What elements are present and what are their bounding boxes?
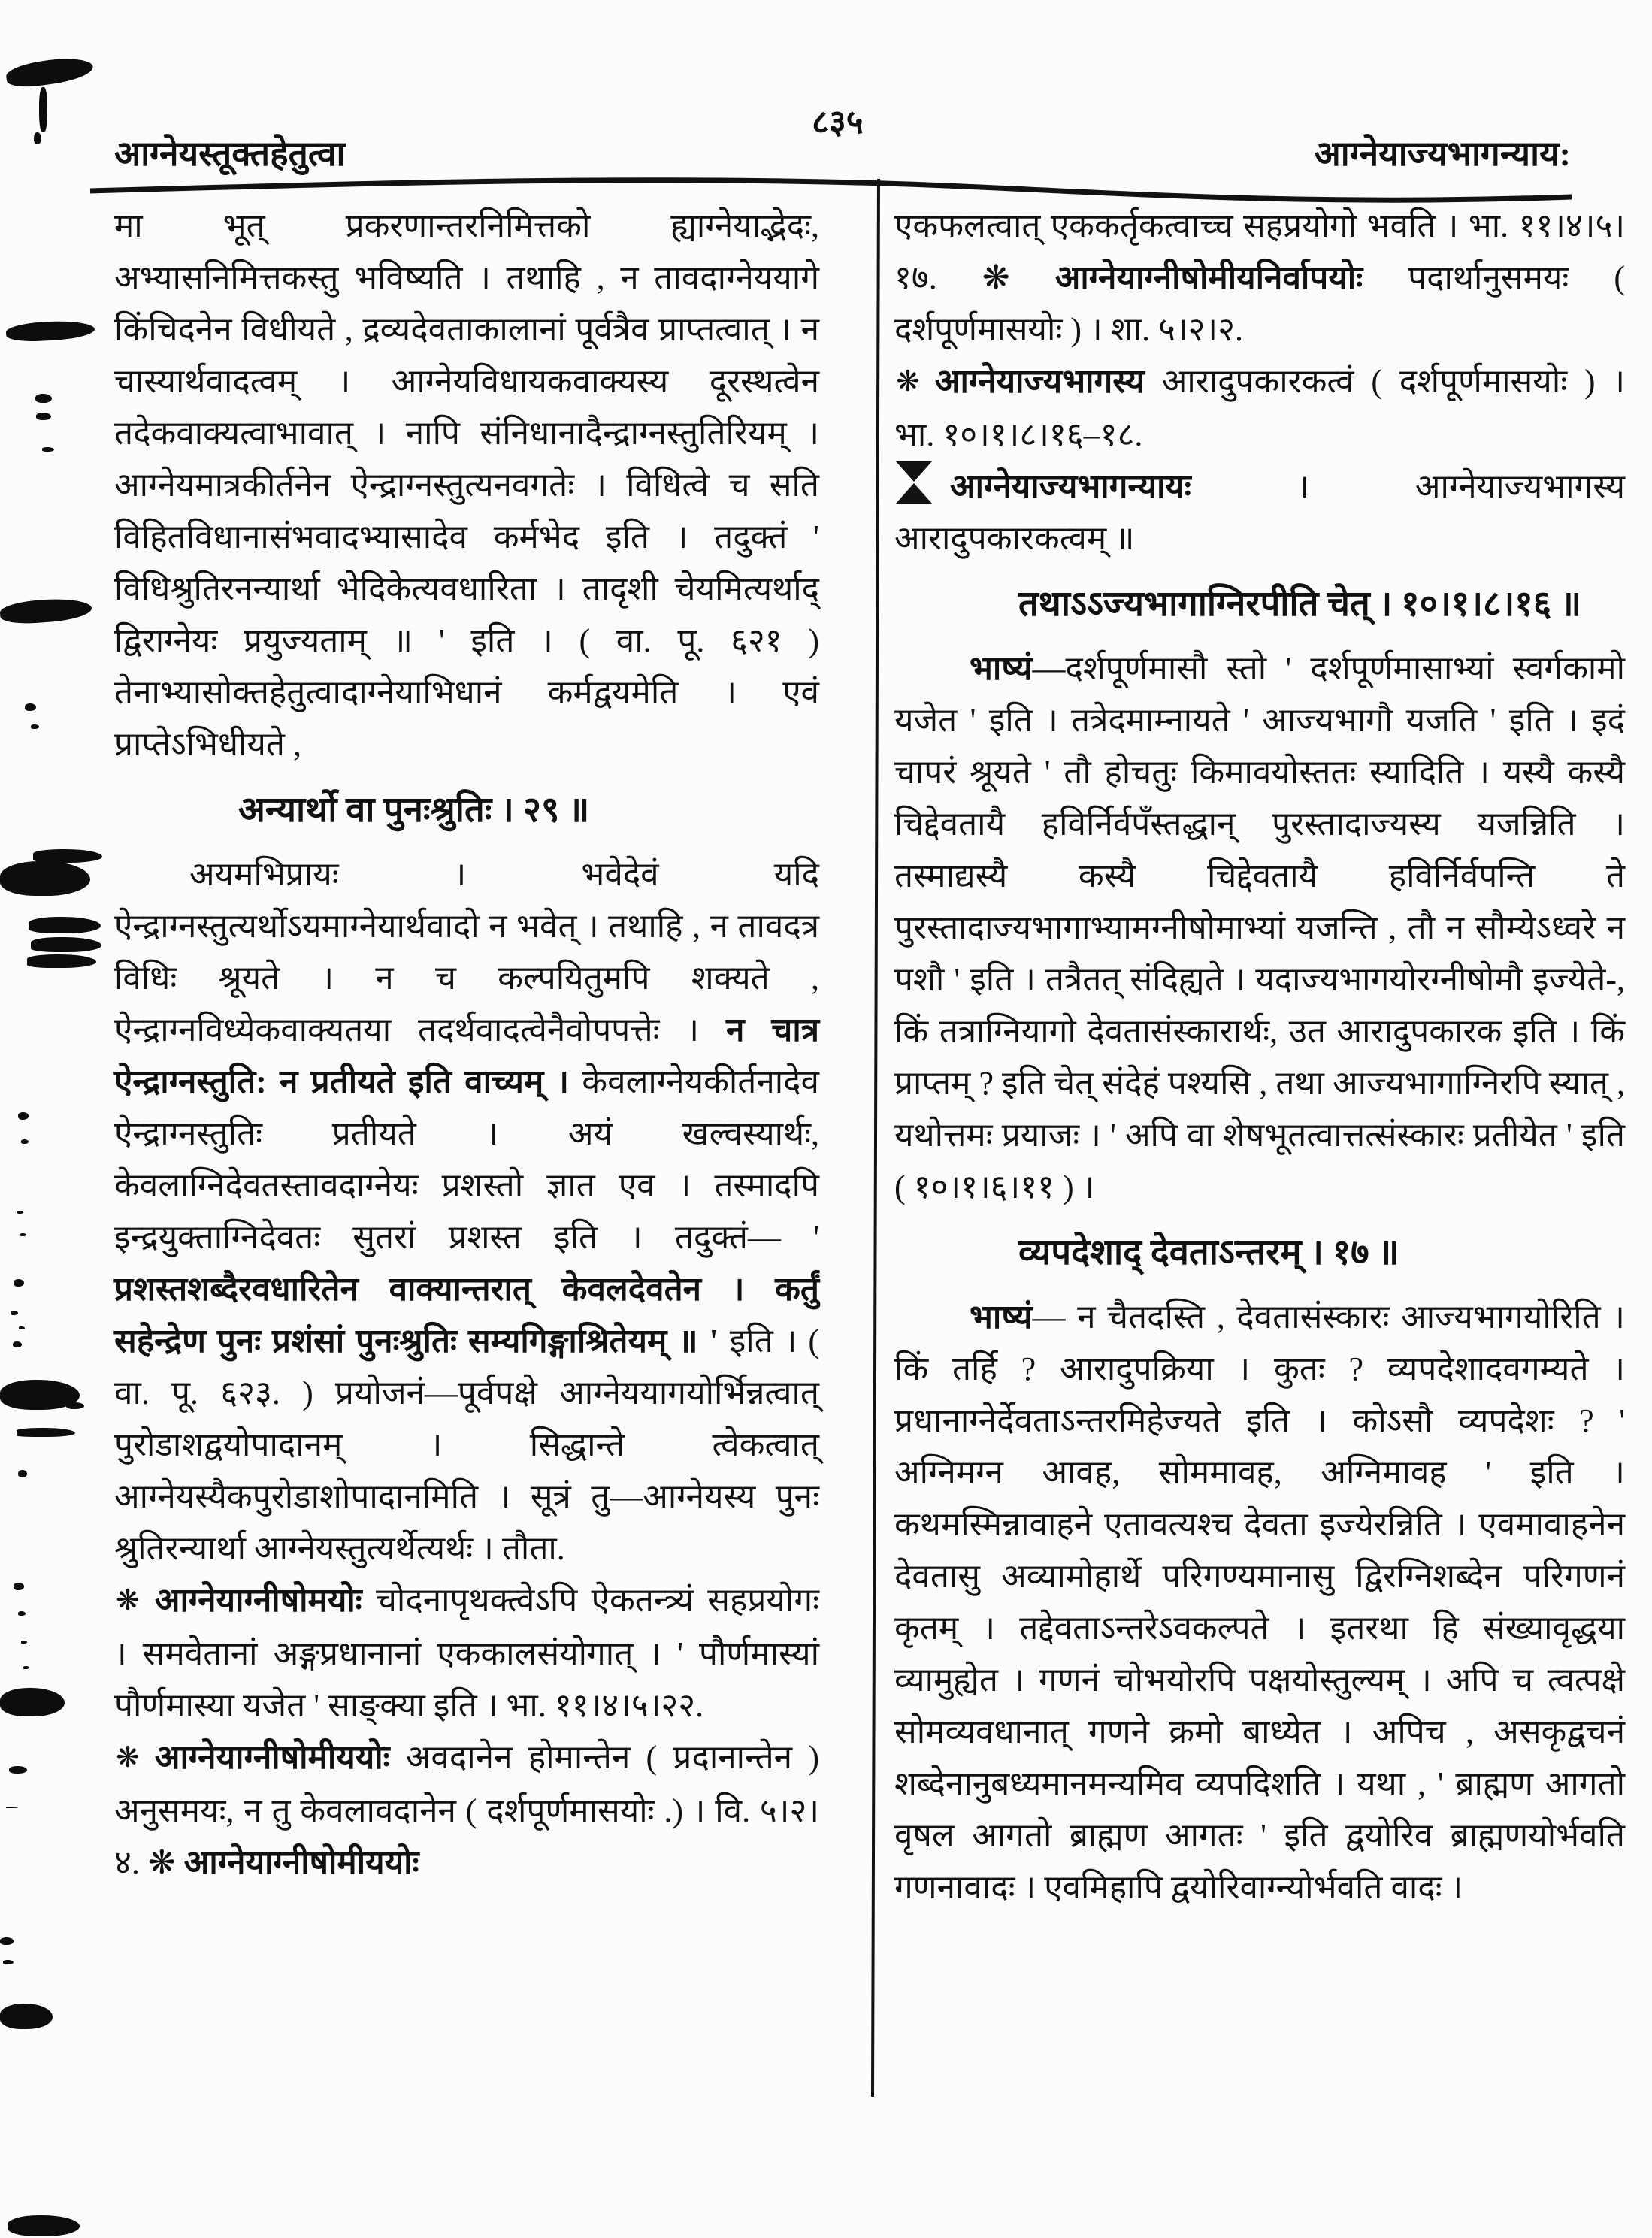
text-run: अयमभिप्रायः । भवेदेवं यदि ऐन्द्राग्नस्तुत्यर्थोऽयमाग्नेयार्थवादो न भवेत् । तथाहि , न तावदत्र विधिः श्रूयते । न च कल्पयितुमपि शक्यते , ऐन्द्राग्नविध्येकवाक्यतया तदर्थवादत्वेनैवोपपत्तेः । [114,856,819,1048]
ink-smudge [5,319,95,343]
entry-paragraph [894,355,1625,461]
bold-text-run: आग्नेयाज्यभागन्यायः [950,468,1191,505]
text-run: इति । ( वा. पू. ६२३. ) प्रयोजनं—पूर्वपक्षे आग्नेययागयोर्भिन्नत्वात् पुरोडाशद्वयोपादानम् । सिद्धान्ते त्वेकत्वात् आग्नेयस्यैकपुरोडाशोपादानमिति । सूत्रं तु—आग्नेयस्य पुनः श्रुतिरन्यार्था आग्नेयस्तुत्यर्थेत्यर्थः । तौता. [114,1323,819,1567]
entry-paragraph [114,1574,819,1731]
bold-text-run: अन्यार्थो वा पुनःश्रुतिः । २९ ॥ [238,791,590,830]
ink-smudge [0,1937,14,1945]
ink-smudge [25,703,36,711]
left-column [114,200,819,1889]
body-paragraph [894,200,1625,355]
ink-smudge [0,597,92,625]
ink-smudge [14,1279,24,1287]
ink-smudge [34,132,41,144]
ink-smudge [5,54,94,90]
ink-smudge [18,1112,29,1120]
ink-smudge [0,861,90,896]
text-run: —दर्शपूर्णमासौ स्तो ' दर्शपूर्णमासाभ्यां स्वर्गकामो यजेत ' इति । तत्रेदमाम्नायते ' आज्यभागौ यजति ' इति । इदं चापरं श्रूयते ' तौ होचतुः किमावयोस्ततः स्यादिति । यस्यै कस्यै चिद्देवतायै हविर्निर्वपँस्तद्धान् पुरस्तादाज्यस्य यजन्निति । तस्माद्यस्यै कस्यै चिद्देवतायै हविर्निर्वपन्ति ते पुरस्तादाज्यभागाभ्यामग्नीषोमाभ्यां यजन्ति , तौ न सौम्येऽध्वरे न पशौ ' इति । तत्रैतत् संदिह्यते । यदाज्यभागयोरग्नीषोमौ इज्येते-, किं तत्राग्नियागो देवतासंस्कारार्थः, उत आरादुपकारक इति । किं प्राप्तम् ? इति चेत् संदेहं पश्यसि , तथा आज्यभागाग्निरपि स्यात् , यथोत्तमः प्रयाजः । ' अपि वा शेषभूतत्वात्तत्संस्कारः प्रतीयेत ' इति ( १०।१।६।११ ) । [894,650,1625,1205]
sutra-10-1-8-16 [1018,576,1625,632]
bold-text-run: आग्नेयाग्नीषोमीयनिर्वापयोः [1054,259,1363,296]
nyaya-heading-paragraph [894,461,1625,564]
flower-mark-icon: ❋ [116,1583,140,1617]
ink-smudge [0,2004,53,2029]
text-run: — न चैतदस्ति , देवतासंस्कारः आज्यभागयोरिति । किं तर्हि ? आरादुपक्रिया । कुतः ? व्यपदेशादवगम्यते । प्रधानाग्नेर्देवताऽन्तरमिहेज्यते इति । कोऽसौ व्यपदेशः ? ' अग्निमग्न आवह, सोममावह, अग्निमावह ' इति । कथमस्मिन्नावाहने एतावत्यश्च देवता इज्येरन्निति । एवमावाहनेन देवतासु अव्यामोहार्थे परिगण्यमानासु द्विरग्निशब्देन परिगणनं कृतम् । तद्देवताऽन्तरेऽवकल्पते । इतरथा हि संख्यावृद्धया व्यामुह्येत । गणनं चोभयोरपि पक्षयोस्तुल्यम् । अपि च त्वत्पक्षे सोमव्यवधानात् गणने क्रमो बाध्येत । अपिच , असकृद्वचनं शब्देनानुबध्यमानमन्यमिव व्यपदिशति । यथा , ' ब्राह्मण आगतो वृषल आगतो ब्राह्मण आगतः ' इति द्वयोरिव ब्राह्मणयोर्भवति गणनावादः । एवमिहापि द्वयोरिवाग्न्योर्भवति वादः । [894,1299,1625,1906]
bold-text-run: प्रशस्तशब्दैरवधारितेन वाक्यान्तरात् केवलदेवतेन । कर्तुं सहेन्द्रेण पुनः प्रशंसां पुनःश्रुतिः सम्यगिङ्गाश्रितेयम् ॥ ' [114,1271,819,1359]
text-run: मा भूत् प्रकरणान्तरनिमित्तको ह्याग्नेयाद्भेदः, अभ्यासनिमित्तकस्तु भविष्यति । तथाहि , न तावदाग्नेययागे किंचिदनेन विधीयते , द्रव्यदेवताकालानां पूर्वत्रैव प्राप्तत्वात् । न चास्यार्थवादत्वम् । आग्नेयविधायकवाक्यस्य दूरस्थत्वेन तदेकवाक्यत्वाभावात् । नापि संनिधानादैन्द्राग्नस्तुतिरियम् । आग्नेयमात्रकीर्तनेन ऐन्द्राग्नस्तुत्यनवगतेः । विधित्वे च सति विहितविधानासंभवादभ्यासादेव कर्मभेद इति । तदुक्तं ' विधिश्रुतिरनन्यार्था भेदिकेत्यवधारिता । तादृशी चेयमित्यर्थाद् द्विराग्नेयः प्रयुज्यताम् ॥ ' इति । ( वा. पू. ६२१ ) तेनाभ्यासोक्तहेतुत्वादाग्नेयाभिधानं कर्मद्वयमेति । एवं प्राप्तेऽभिधीयते , [114,207,819,763]
running-head-left: आग्नेयस्तूक्तहेतुत्वा [114,135,346,173]
flower-mark-icon: ❋ [116,1740,140,1774]
bhashya-paragraph [894,1291,1625,1913]
column-divider-rule [871,179,880,2097]
body-paragraph [114,200,819,770]
bold-text-run: भाष्यं [970,1299,1033,1335]
text-run: आरादुपकारकत्वं ( दर्शपूर्णमासयोः ) । भा. १०।१।८।१६–१८. [894,363,1625,453]
text-run: केवलाग्नेयकीर्तनादेव ऐन्द्राग्नस्तुतिः प्रतीयते । अयं खल्वस्यार्थः, केवलाग्निदेवतस्तावदाग्नेयः प्रशस्तो ज्ञात एव । तस्मादपि इन्द्रयुक्ताग्निदेवतः सुतरां प्रशस्त इति । तदुक्तं— ' [114,1063,820,1256]
ink-smudge [18,1470,27,1477]
entry-paragraph [114,1731,819,1889]
ink-smudge [35,394,52,403]
bold-text-run: आग्नेयाग्नीषोमीययोः [183,1844,419,1881]
ink-smudge [0,1688,65,1716]
page-number: ८३५ [812,104,864,141]
bold-text-run: आग्नेयाग्नीषोमीययोः [154,1739,390,1776]
hourglass-icon [894,461,933,504]
bold-text-run: तथाऽऽज्यभागाग्निरपीति चेत् । १०।१।८।१६ ॥ [1018,585,1582,624]
text-run: एकफलत्वात् एककर्तृकत्वाच्च सहप्रयोगो भवति । भा. ११।४।५।१७. ❋ [894,207,1625,296]
text-run: अवदानेन होमान्तेन ( प्रदानान्तेन ) अनुसमयः, न तु केवलावदानेन ( दर्शपूर्णमासयोः .) । वि. ५।२।४. ❋ [114,1739,819,1881]
ink-smudge [9,1766,27,1774]
bold-text-run: न चात्र ऐन्द्राग्नस्तुति: न प्रतीयते इति वाच्यम् । [114,1012,820,1100]
right-column [894,200,1625,1913]
text-run: । आग्नेयाज्यभागस्य आरादुपकारकत्वम् ॥ [894,468,1625,557]
sutra-29 [238,782,819,838]
ink-smudge [8,2215,80,2236]
running-head-right: आग्नेयाज्यभागन्याय: [1314,135,1571,173]
bold-text-run: आग्नेयाज्यभागस्य [934,363,1145,400]
bold-text-run: व्यपदेशाद् देवताऽन्तरम् । १७ ॥ [1018,1233,1399,1272]
ink-smudge [66,1402,84,1409]
bold-text-run: आग्नेयाग्नीषोमयोः [154,1582,362,1619]
sutra-17 [1018,1225,1625,1281]
text-run: चोदनापृथक्त्वेऽपि ऐकतन्त्र्यं सहप्रयोगः । समवेतानां अङ्गप्रधानानां एककालसंयोगात् । ' पौर्णमास्यां पौर्णमास्या यजेत ' साङ्क्या इति । भा. ११।४।५।२२. [114,1582,819,1724]
flower-mark-icon: ❋ [896,364,920,398]
ink-smudge [39,87,47,132]
body-paragraph [114,848,819,1574]
bold-text-run: भाष्यं [970,650,1033,687]
text-run: पदार्थानुसमयः ( दर्शपूर्णमासयोः ) । शा. ५।२।२. [894,259,1625,348]
ink-smudge [14,1583,24,1590]
bhashya-paragraph [894,643,1625,1213]
